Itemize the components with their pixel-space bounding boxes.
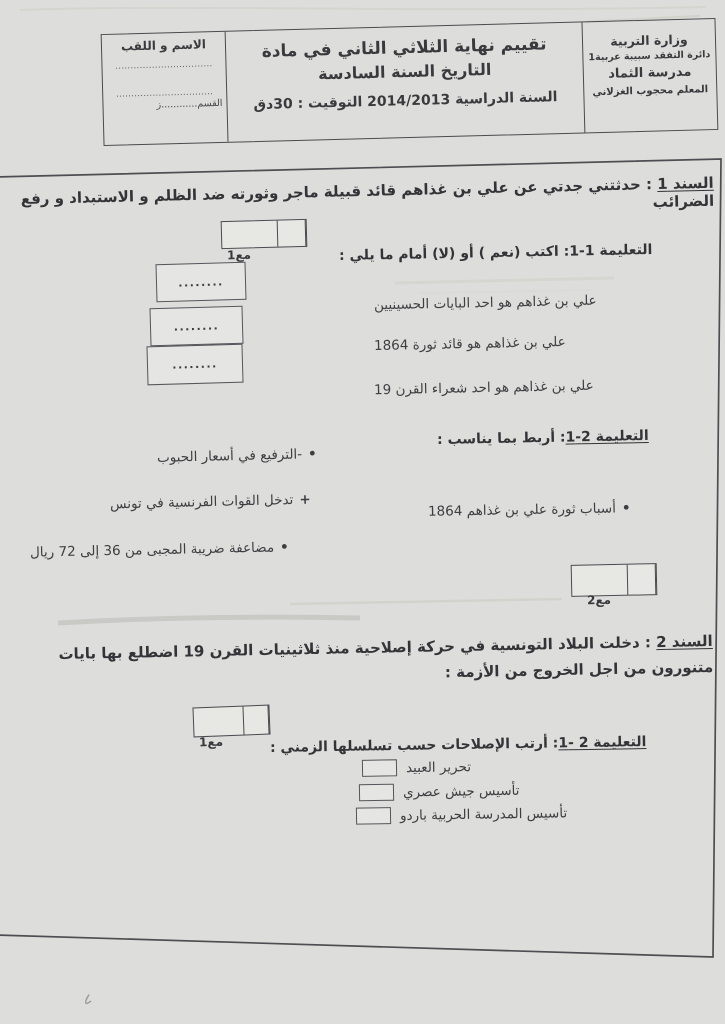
ink-mark xyxy=(86,995,91,1003)
instruction-1-2-heading: التعليمة 2-1 xyxy=(565,427,650,446)
order-item-2-label: تأسيس جيش عصري xyxy=(402,782,520,801)
bullet-icon: • xyxy=(279,539,289,556)
bullet-icon: • xyxy=(621,500,631,517)
scan-smudge-1 xyxy=(395,278,614,283)
plus-icon: + xyxy=(299,491,311,508)
exam-title-box xyxy=(225,22,585,141)
source1-text: : حدثتني جدتي عن علي بن غذاهم قائد قبيلة ماجر وثورته ضد الظلم و الاستبداد و رفع الضرائب xyxy=(20,175,715,212)
name-label: الاسم و اللقب xyxy=(120,37,207,54)
order-item-1-label: تحرير العبيد xyxy=(405,758,472,776)
answer-box-2-dots: ........ xyxy=(173,318,220,334)
school-info-box xyxy=(582,19,718,132)
score-box-2 xyxy=(571,563,658,597)
teacher-line: المعلم محجوب الغزلاني xyxy=(592,84,709,99)
answer-box-3[interactable] xyxy=(146,344,243,386)
instruction-2-1-text: : أرتب الإصلاحات حسب تسلسلها الزمني : xyxy=(269,735,559,756)
answer-box-1-dots: ........ xyxy=(178,274,224,290)
match-left-item-2-text: تدخل القوات الفرنسية في تونس xyxy=(109,491,294,513)
score-box-1 xyxy=(221,219,308,249)
school-name-line: مدرسة الثماد xyxy=(608,64,692,82)
source2-heading: السند 2 xyxy=(655,631,713,652)
statement-3: علي بن غذاهم هو احد شعراء القرن 19 xyxy=(373,377,594,399)
student-name-box xyxy=(102,32,228,145)
order-row-3 xyxy=(356,804,567,824)
instruction-2-1-heading: التعليمة 2 -1 xyxy=(557,734,647,752)
match-left-item-3-text: مضاعفة ضريبة المجبى من 36 إلى 72 ريال xyxy=(29,539,275,561)
instruction-1-1-text: : اكتب (نعم ) أو (لا) أمام ما يلي : xyxy=(338,243,569,265)
score-label-2: مع2 xyxy=(586,592,612,608)
order-checkbox-1[interactable] xyxy=(362,759,397,777)
order-row-1 xyxy=(362,758,471,777)
class-fill-line[interactable]: القسم............ز xyxy=(156,97,223,111)
source2-text: : دخلت البلاد التونسية في حركة إصلاحية منذ ثلاثينيات القرن 19 اضطلع بها بايات متنورون من اجل الخروج من الأزمة : xyxy=(58,633,714,682)
score-box-3 xyxy=(192,705,270,738)
ministry-line: وزارة التربية xyxy=(610,31,688,49)
answer-box-3-dots: ........ xyxy=(172,357,218,372)
score-label-1: مع1 xyxy=(226,247,252,263)
district-line: دائرة التفقد سبيبة عربية1 xyxy=(588,49,711,64)
order-row-2 xyxy=(359,782,520,802)
match-left-item-1-text: -الترفيع في أسعار الحبوب xyxy=(156,446,303,466)
exam-title-line2: التاريخ السنة السادسة xyxy=(317,59,492,84)
statement-1: علي بن غذاهم هو احد البايات الحسينيين xyxy=(373,292,597,314)
bullet-icon: • xyxy=(307,446,317,463)
statement-2: علي بن غذاهم هو قائد ثورة 1864 xyxy=(373,333,566,355)
order-item-3-label: تأسيس المدرسة الحربية باردو xyxy=(399,804,568,824)
instruction-1-2-text: : أربط بما يناسب : xyxy=(437,429,566,449)
exam-title-line1: تقييم نهاية الثلاثي الثاني في مادة xyxy=(261,34,547,62)
match-right-item-text: أسباب ثورة علي بن غذاهم 1864 xyxy=(427,500,617,520)
answer-box-2[interactable] xyxy=(149,306,243,347)
scan-artifact-top xyxy=(20,7,706,10)
instruction-1-1-heading: التعليمة 1-1 xyxy=(568,241,653,260)
source1-heading: السند 1 xyxy=(656,173,714,194)
name-fill-line-1[interactable]: ................................ xyxy=(115,59,213,71)
order-checkbox-3[interactable] xyxy=(356,807,391,825)
header-table xyxy=(101,18,719,146)
answer-box-1[interactable] xyxy=(155,262,246,302)
score-label-3: مع1 xyxy=(198,734,224,750)
exam-title-line3: السنة الدراسية 2014/2013 التوقيت : 30دق xyxy=(253,89,558,114)
order-checkbox-2[interactable] xyxy=(359,784,394,802)
scan-smudge-3 xyxy=(290,599,562,604)
scan-smudge-4 xyxy=(58,617,360,623)
name-fill-line-2[interactable]: ................................ xyxy=(115,87,214,99)
